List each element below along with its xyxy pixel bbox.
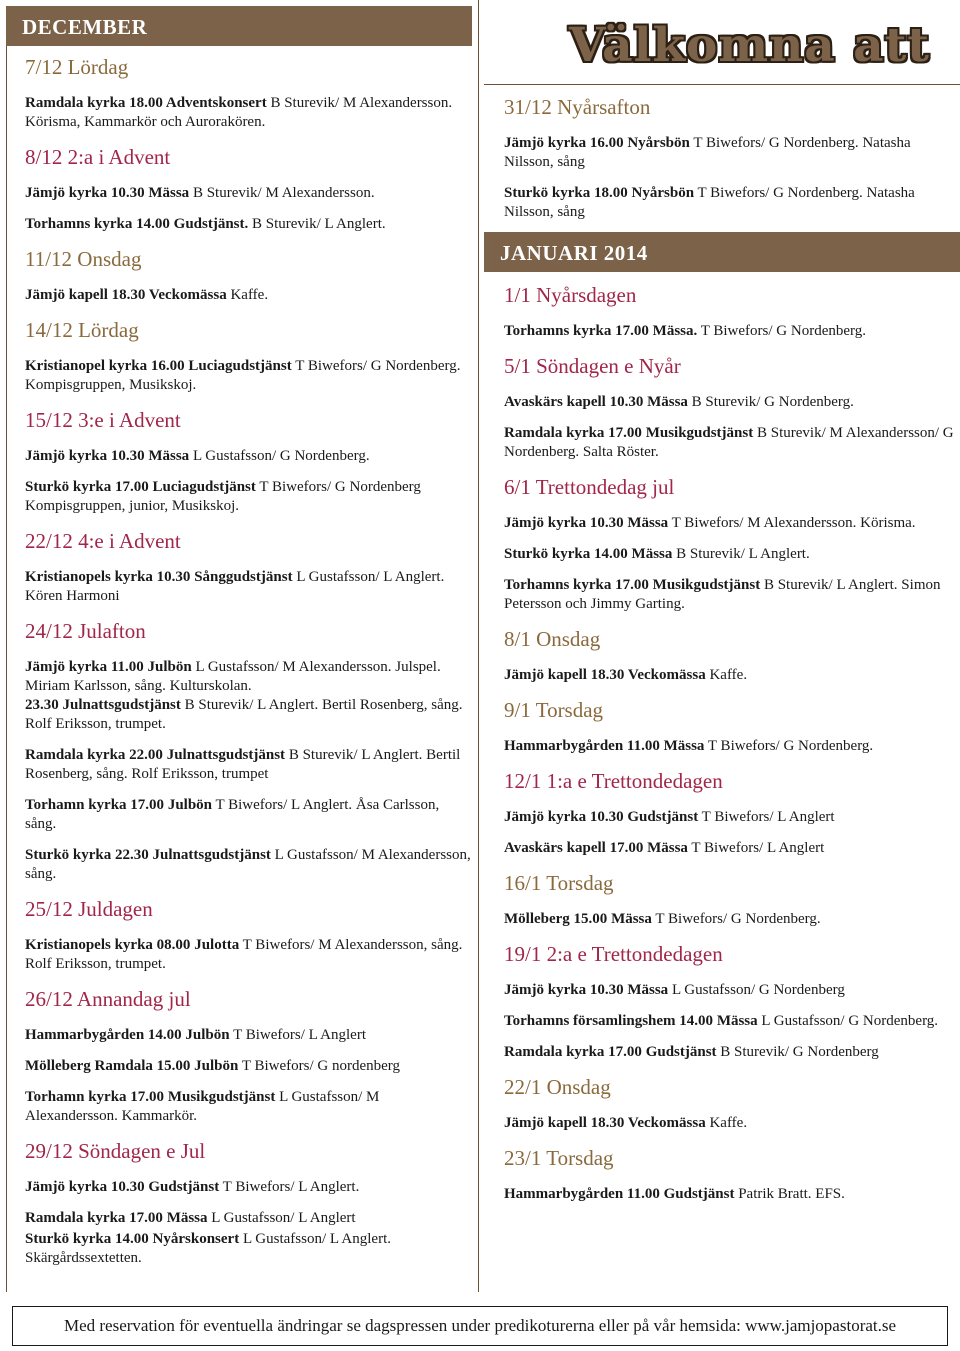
- service-type: Nyårskonsert: [152, 1231, 240, 1247]
- service-details: T Biwefors/ M Alexandersson, sång. Rolf Eriksson, trumpet.: [25, 937, 463, 972]
- service-place: Ramdala kyrka 18.00: [25, 95, 166, 111]
- service-place: Sturkö kyrka 18.00: [504, 185, 632, 201]
- service-type: Gudstjänst.: [173, 216, 249, 232]
- service-details: T Biwefors/ G Nordenberg.: [651, 911, 821, 927]
- service-details: T Biwefors/ L Anglert: [229, 1027, 367, 1043]
- service-details: T Biwefors/ G Nordenberg. Natasha Nilsson, sång: [504, 135, 911, 170]
- service-details: B Sturevik/ G Nordenberg.: [687, 394, 854, 410]
- day-heading: 19/1 2:a e Trettondedagen: [504, 942, 723, 966]
- service-type: Musikgudstjänst: [652, 577, 761, 593]
- day-heading: 29/12 Söndagen e Jul: [25, 1139, 206, 1163]
- day-heading: 22/1 Onsdag: [504, 1075, 611, 1099]
- service-type: Adventskonsert: [165, 95, 267, 111]
- service-entry: [504, 1185, 960, 1204]
- service-place: Mölleberg 15.00: [504, 911, 612, 927]
- service-entry: [504, 1114, 960, 1133]
- service-entry: [504, 1012, 960, 1031]
- service-details: B Sturevik/ G Nordenberg: [716, 1044, 879, 1060]
- service-details: B Sturevik/ L Anglert. Bertil Rosenberg, sång. Rolf Eriksson, trumpet: [25, 747, 461, 782]
- service-entry: [504, 666, 960, 685]
- service-entry: [25, 746, 472, 784]
- service-details: Patrik Bratt. EFS.: [734, 1186, 845, 1202]
- service-type: Julnattsgudstjänst: [166, 747, 286, 763]
- service-entry: [25, 478, 472, 516]
- service-details: T Biwefors/ G Nordenberg Kompisgruppen, junior, Musikskoj.: [25, 479, 421, 514]
- service-details: L Gustafsson/ M Alexandersson, sång.: [25, 847, 471, 882]
- service-details: L Gustafsson/ M Alexandersson. Kammarkör.: [25, 1089, 380, 1124]
- service-type: Mässa: [647, 394, 688, 410]
- service-entry: [25, 1178, 472, 1197]
- service-details: T Biwefors/ G Nordenberg. Kompisgruppen, Musikskoj.: [25, 358, 461, 393]
- column-divider: [478, 0, 479, 1292]
- december-column: [0, 0, 472, 1296]
- service-entry: [25, 936, 472, 974]
- month-heading-december: DECEMBER: [6, 6, 472, 46]
- service-entry: [504, 808, 960, 827]
- service-entry: [504, 1043, 960, 1062]
- service-type: Julnattsgudstjänst: [152, 847, 271, 863]
- day-heading: 16/1 Torsdag: [504, 871, 614, 895]
- welcome-title: Välkomna att: [569, 18, 930, 73]
- service-entry: [504, 184, 960, 222]
- service-place: Torhamns kyrka 14.00: [25, 216, 174, 232]
- service-place: Jämjö kyrka 10.30: [504, 515, 628, 531]
- service-entry: [25, 846, 472, 884]
- service-type: Nyårsbön: [631, 185, 695, 201]
- service-type: Mässa: [627, 982, 669, 998]
- service-entry: [25, 215, 472, 234]
- service-details: Kaffe.: [705, 1115, 748, 1131]
- service-type: Mässa: [166, 1210, 208, 1226]
- service-type: Mässa: [611, 911, 652, 927]
- service-type: Veckomässa: [148, 287, 227, 303]
- service-details: B Sturevik/ M Alexandersson. Körisma, Kammarkör och Aurorakören.: [25, 95, 453, 130]
- service-details: L Gustafsson/ G Nordenberg.: [189, 448, 370, 464]
- service-details: T Biwefors/ L Anglert. Åsa Carlsson, sång.: [25, 797, 440, 832]
- service-type: Musikgudstjänst: [645, 425, 754, 441]
- day-heading: 15/12 3:e i Advent: [25, 408, 181, 432]
- service-details: L Gustafsson/ L Anglert. Skärgårdssextetten.: [25, 1231, 391, 1266]
- service-details: L Gustafsson/ G Nordenberg.: [757, 1013, 939, 1029]
- day-heading: 11/12 Onsdag: [25, 247, 142, 271]
- service-type: Mässa: [148, 185, 190, 201]
- service-place: Sturkö kyrka 14.00: [25, 1231, 153, 1247]
- service-entry: [25, 1209, 472, 1228]
- service-place: 23.30: [25, 697, 63, 713]
- footer-note: Med reservation för eventuella ändringar se dagspressen under predikoturerna eller på vår hemsida: www.jamjopastorat.se: [12, 1306, 948, 1346]
- day-heading: 26/12 Annandag jul: [25, 987, 191, 1011]
- service-place: Jämjö kyrka 10.30: [25, 185, 149, 201]
- service-entry: [25, 658, 472, 734]
- service-entry: [25, 447, 472, 466]
- day-heading: 8/12 2:a i Advent: [25, 145, 171, 169]
- service-place: Jämjö kapell 18.30: [504, 1115, 628, 1131]
- service-entry: [504, 545, 960, 564]
- day-heading: 9/1 Torsdag: [504, 698, 604, 722]
- day-heading: 8/1 Onsdag: [504, 627, 601, 651]
- service-details: B Sturevik/ L Anglert.: [672, 546, 810, 562]
- header-rule: [484, 84, 960, 85]
- service-type: Mässa: [716, 1013, 758, 1029]
- day-heading: 23/1 Torsdag: [504, 1146, 614, 1170]
- service-type: Julotta: [194, 937, 240, 953]
- service-entry: [504, 839, 960, 858]
- service-place: Mölleberg Ramdala 15.00: [25, 1058, 195, 1074]
- service-entry: [25, 184, 472, 203]
- service-place: Sturkö kyrka 14.00: [504, 546, 632, 562]
- service-place: Sturkö kyrka 22.30: [25, 847, 153, 863]
- service-place: Kristianopels kyrka 10.30: [25, 569, 195, 585]
- service-details: Kaffe.: [705, 667, 748, 683]
- service-place: Jämjö kyrka 10.30: [25, 448, 149, 464]
- service-place: Hammarbygården 14.00: [25, 1027, 186, 1043]
- service-details: B Sturevik/ L Anglert. Simon Petersson och Jimmy Garting.: [504, 577, 941, 612]
- service-place: Kristianopel kyrka 16.00: [25, 358, 189, 374]
- service-details: T Biwefors/ G Nordenberg.: [704, 738, 874, 754]
- service-entry: [25, 796, 472, 834]
- january-column: [484, 0, 960, 1296]
- service-entry: [25, 1026, 472, 1045]
- service-details: T Biwefors/ M Alexandersson. Körisma.: [668, 515, 916, 531]
- service-place: Sturkö kyrka 17.00: [25, 479, 153, 495]
- service-entry: [504, 514, 960, 533]
- service-place: Avaskärs kapell 17.00: [504, 840, 648, 856]
- service-place: Torhamns kyrka 17.00: [504, 577, 653, 593]
- service-entry: [25, 1088, 472, 1126]
- day-heading: 22/12 4:e i Advent: [25, 529, 181, 553]
- service-type: Musikgudstjänst: [167, 1089, 276, 1105]
- service-place: Jämjö kyrka 10.30: [504, 982, 628, 998]
- service-type: Mässa: [663, 738, 705, 754]
- service-details: T Biwefors/ G Nordenberg. Natasha Nilsson, sång: [504, 185, 915, 220]
- service-place: Jämjö kapell 18.30: [504, 667, 628, 683]
- service-type: Gudstjänst: [645, 1044, 717, 1060]
- service-details: L Gustafsson/ L Anglert. Kören Harmoni: [25, 569, 445, 604]
- day-heading: 7/12 Lördag: [25, 55, 129, 79]
- day-heading: 5/1 Söndagen e Nyår: [504, 354, 681, 378]
- service-entry: [25, 1230, 472, 1268]
- month-heading-january: JANUARI 2014: [484, 232, 960, 272]
- service-type: Mässa: [631, 546, 673, 562]
- service-entry: [25, 357, 472, 395]
- service-type: Mässa: [647, 840, 688, 856]
- service-place: Kristianopels kyrka 08.00: [25, 937, 195, 953]
- service-type: Sånggudstjänst: [194, 569, 293, 585]
- service-place: Torhamn kyrka 17.00: [25, 797, 168, 813]
- service-place: Hammarbygården 11.00: [504, 1186, 664, 1202]
- service-entry: [504, 981, 960, 1000]
- service-entry: [504, 424, 960, 462]
- service-details: B Sturevik/ M Alexandersson/ G Nordenberg. Salta Röster.: [504, 425, 954, 460]
- service-entry: [504, 134, 960, 172]
- service-place: Jämjö kyrka 11.00: [25, 659, 148, 675]
- service-entry: [504, 393, 960, 412]
- service-details: B Sturevik/ L Anglert.: [248, 216, 386, 232]
- service-type: Julbön: [167, 797, 213, 813]
- service-details: L Gustafsson/ L Anglert: [207, 1210, 356, 1226]
- service-entry: [25, 568, 472, 606]
- december-schedule: [0, 46, 472, 1268]
- day-heading: 14/12 Lördag: [25, 318, 139, 342]
- day-heading: 25/12 Juldagen: [25, 897, 153, 921]
- service-entry: [504, 576, 960, 614]
- service-details: B Sturevik/ L Anglert. Bertil Rosenberg, sång. Rolf Eriksson, trumpet.: [25, 697, 463, 732]
- service-type: Veckomässa: [627, 1115, 706, 1131]
- service-entry: [504, 910, 960, 929]
- service-entry: [25, 94, 472, 132]
- service-type: Julbön: [147, 659, 192, 675]
- service-entry: [504, 737, 960, 756]
- service-type: Julbön: [185, 1027, 230, 1043]
- service-place: Ramdala kyrka 17.00: [25, 1210, 167, 1226]
- service-place: Ramdala kyrka 17.00: [504, 425, 646, 441]
- service-place: Torhamn kyrka 17.00: [25, 1089, 168, 1105]
- january-schedule: [484, 272, 960, 1204]
- service-entry: [504, 322, 960, 341]
- service-place: Jämjö kyrka 16.00: [504, 135, 628, 151]
- service-entry: [25, 1057, 472, 1076]
- service-details: T Biwefors/ L Anglert: [698, 809, 835, 825]
- day-heading: 1/1 Nyårsdagen: [504, 283, 637, 307]
- day-heading: 6/1 Trettondedag jul: [504, 475, 675, 499]
- service-type: Gudstjänst: [148, 1179, 220, 1195]
- new-years-eve-schedule: [484, 94, 960, 222]
- service-type: Mässa: [148, 448, 190, 464]
- service-place: Ramdala kyrka 17.00: [504, 1044, 646, 1060]
- service-place: Jämjö kapell 18.30: [25, 287, 149, 303]
- service-details: T Biwefors/ G Nordenberg.: [697, 323, 866, 339]
- service-details: T Biwefors/ L Anglert: [687, 840, 825, 856]
- service-place: Jämjö kyrka 10.30: [25, 1179, 149, 1195]
- day-heading: 24/12 Julafton: [25, 619, 146, 643]
- service-entry: [25, 286, 472, 305]
- service-details: B Sturevik/ M Alexandersson.: [189, 185, 375, 201]
- service-type: Julnattsgudstjänst: [62, 697, 181, 713]
- service-details: L Gustafsson/ G Nordenberg: [668, 982, 845, 998]
- service-type: Gudstjänst: [663, 1186, 735, 1202]
- service-type: Nyårsbön: [627, 135, 690, 151]
- service-type: Gudstjänst: [627, 809, 699, 825]
- service-type: Veckomässa: [627, 667, 706, 683]
- service-place: Jämjö kyrka 10.30: [504, 809, 628, 825]
- service-type: Mässa.: [652, 323, 698, 339]
- service-place: Hammarbygården 11.00: [504, 738, 664, 754]
- service-type: Luciagudstjänst: [152, 479, 256, 495]
- service-place: Ramdala kyrka 22.00: [25, 747, 167, 763]
- service-details: Kaffe.: [226, 287, 269, 303]
- service-type: Luciagudstjänst: [188, 358, 292, 374]
- service-details: T Biwefors/ G nordenberg: [238, 1058, 401, 1074]
- day-heading: 12/1 1:a e Trettondedagen: [504, 769, 723, 793]
- service-details: T Biwefors/ L Anglert.: [219, 1179, 360, 1195]
- service-place: Torhamns församlingshem 14.00: [504, 1013, 717, 1029]
- service-type: Mässa: [627, 515, 669, 531]
- service-type: Julbön: [194, 1058, 239, 1074]
- day-heading: 31/12 Nyårsafton: [504, 95, 651, 119]
- service-place: Avaskärs kapell 10.30: [504, 394, 648, 410]
- service-details: L Gustafsson/ M Alexandersson. Julspel. Miriam Karlsson, sång. Kulturskolan.: [25, 659, 441, 694]
- service-place: Torhamns kyrka 17.00: [504, 323, 653, 339]
